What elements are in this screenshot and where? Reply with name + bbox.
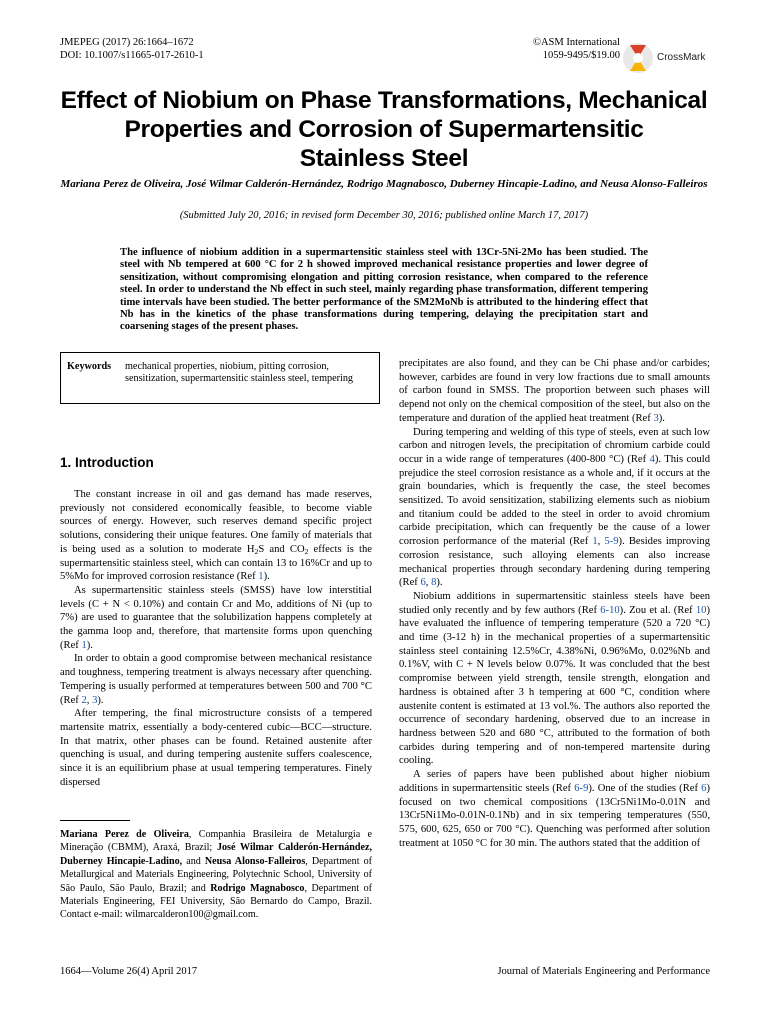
title-line: Properties and Corrosion of Supermartensitic: [124, 116, 644, 143]
paragraph: The constant increase in oil and gas demand has made reserves, previously not considered economically feasible, to become viable sources of energy. However, such reserves demand specific project solutions, considering their unique features. One family of materials that is being used as a solution to moderate $H_2S$ and $CO_2$ effects is the supermartensitic stainless steel, which can contain 13 to 16%Cr and up to 5%Mo for improved corrosion resistance (Ref 1).: [60, 489, 372, 583]
reference-link[interactable]: 6-9: [574, 782, 589, 794]
keywords-box: [60, 352, 380, 404]
reference-link[interactable]: 6: [701, 782, 707, 794]
title-line: Effect of Niobium on Phase Transformations, Mechanical: [60, 87, 708, 114]
body-column-right: [399, 357, 710, 850]
page-footer-volume: 1664—Volume 26(4) April 2017: [60, 966, 198, 977]
publisher-header: [533, 37, 620, 62]
reference-link[interactable]: 5-9: [604, 536, 619, 548]
paragraph: Niobium additions in supermartensitic stainless steels have been studied only recently and by few authors (Ref 6-10). Zou et al. (Ref 10) have evaluated the influence of tempering temperature (520 a 720 °C) and time (3-12 h) in the mechanical properties of a supermartensitic stainless steel containing 12.5%Cr, 4.38%Ni, 0.96%Mo, 0.02%Nb and 0.1%V, with C + N levels below 0.07%. It was concluded that the best compromise between yield strength, tensile strength, elongation and hardness is obtained after 3 h tempering at 600 °C, condition where austenite content is estimated at 13 vol.%. The authors also reported the occurrence of secondary hardening, observed due to an increase in hardness between 520 and 680 °C, attributed to the formation of both carbides during tempering and of non-tempered martensite during cooling.: [399, 590, 710, 767]
abstract: The influence of niobium addition in a supermartensitic stainless steel with 13Cr-5Ni-2Mo has been studied. The steel with Nb tempered at 600 °C for 2 h showed improved mechanical resistance properties and lower degree of sensitization, without compromising elongation and pitting corrosion resistance, when compared to the reference steel. In order to understand the Nb effect in such steel, mainly regarding phase transformation, different tempering time intervals have been studied. The better performance of the SM2MoNb is attributed to the hindering effect that Nb has in the kinetics of the phase transformations during tempering, delaying the precipitation start and coarsening stages of the present phases.: [120, 247, 648, 333]
keywords-text: mechanical properties, niobium, pitting corrosion, sensitization, supermartensitic stainless steel, tempering: [125, 361, 354, 384]
crossmark-label[interactable]: CrossMark: [657, 52, 706, 63]
reference-link[interactable]: 1: [81, 639, 87, 651]
reference-link[interactable]: 4: [649, 453, 655, 465]
paper-title: [40, 86, 728, 173]
journal-citation: JMEPEG (2017) 26:1664–1672: [60, 37, 194, 48]
paragraph: As supermartensitic stainless steels (SMSS) have low interstitial levels (C + N < 0.10%) and contain Cr and Mo, additions of Ni (up to 7%) are used to guarantee that the solubilization happens completely at the gamma loop and, therefore, that martensite forms upon quenching (Ref 1).: [60, 584, 372, 651]
footnote-divider: [60, 820, 130, 821]
body-column-left: [60, 488, 372, 789]
paragraph: After tempering, the final microstructure consists of a tempered martensite matrix, essentially a body-centered cubic—BCC—structure. In that matrix, other phases can be found. Retained austenite after quenching is usual, and during tempering austenite suffers coalescence, since it is an equilibrium phase at usual tempering temperatures. Finely dispersed: [60, 708, 372, 788]
crossmark-center-icon: [633, 53, 643, 63]
reference-link[interactable]: 1: [258, 571, 264, 583]
reference-link[interactable]: 6: [420, 577, 426, 589]
issn-price: 1059-9495/$19.00: [542, 49, 620, 61]
reference-link[interactable]: 1: [592, 536, 598, 548]
submission-dates: (Submitted July 20, 2016; in revised form December 30, 2016; published online March 17, 2017): [179, 210, 589, 221]
section-heading-introduction: 1. Introduction: [60, 455, 154, 470]
paragraph: A series of papers have been published about higher niobium additions in supermartensitic steels (Ref 6-9). One of the studies (Ref 6) focused on two chemical compositions (13Cr5Ni1Mo-0.01N and 13Cr5Ni1Mo-0.01N-0.1Nb) and in six tempering temperatures (550, 575, 600, 625, 650 or 700 °C). Quenching was performed after solution treatment at 1050 °C for 30 min. The authors stated that the addition of: [399, 769, 710, 849]
reference-link[interactable]: 6-10: [600, 604, 620, 616]
paragraph: precipitates are also found, and they can be Chi phase and/or carbides; however, carbides are found in very low fractions due to small amounts of carbon found in SMSS. The proportion between such phases will depend not only on the chemical composition of the steel, but also on the temperature and duration of the applied heat treatment (Ref 3).: [399, 358, 710, 424]
page-footer-journal: Journal of Materials Engineering and Performance: [497, 966, 710, 977]
reference-link[interactable]: 3: [92, 694, 98, 706]
author-list: Mariana Perez de Oliveira, José Wilmar Calderón-Hernández, Rodrigo Magnabosco, Duberney Hincapie-Ladino, and Neusa Alonso-Falleiros: [60, 178, 708, 190]
reference-link[interactable]: 3: [653, 412, 659, 424]
doi[interactable]: DOI: 10.1007/s11665-017-2610-1: [60, 49, 204, 61]
copyright: ©ASM International: [532, 37, 620, 48]
reference-link[interactable]: 10: [695, 604, 707, 616]
keywords-label: Keywords: [67, 361, 112, 372]
reference-link[interactable]: 8: [431, 577, 437, 589]
paragraph: In order to obtain a good compromise between mechanical resistance and toughness, tempering treatment is always necessary after quenching. Tempering is usually performed at temperatures between 500 and 700 °C (Ref 2, 3).: [60, 653, 372, 706]
journal-header: [60, 37, 204, 62]
paragraph: During tempering and welding of this type of steels, even at such low carbon and nitrogen levels, the precipitation of chromium carbide could occur in a wide range of temperatures (400-800 °C) (Ref 4). This could prejudice the steel corrosion resistance as a whole and, if it occurs at the grain boundaries, which is frequently the case, the steel becomes sensitized. To avoid sensitization, stabilizing elements such as niobium and titanium could be added to the steel in order to avoid chromium carbide precipitation, which can frequently be the cause of a lower corrosion performance of the material (Ref 1, 5-9). Besides improving corrosion resistance, such alloying elements can also increase mechanical properties through secondary hardening during tempering (Ref 6, 8).: [399, 426, 711, 589]
author-affiliations: Mariana Perez de Oliveira, Companhia Brasileira de Metalurgia e Mineração (CBMM), Araxá, Brazil; José Wilmar Calderón-Hernández, Duberney Hincapie-Ladino, and Neusa Alonso-Falleiros, Department of Metallurgical and Materials Engineering, Polytechnic School, University of São Paulo, São Paulo, Brazil; and Rodrigo Magnabosco, Department of Materials Engineering, FEI University, São Bernardo do Campo, Brazil. Contact e-mail: wilmarcalderon100@gmail.com.: [60, 829, 373, 921]
title-line: Stainless Steel: [299, 145, 469, 172]
reference-link[interactable]: 2: [81, 694, 87, 706]
